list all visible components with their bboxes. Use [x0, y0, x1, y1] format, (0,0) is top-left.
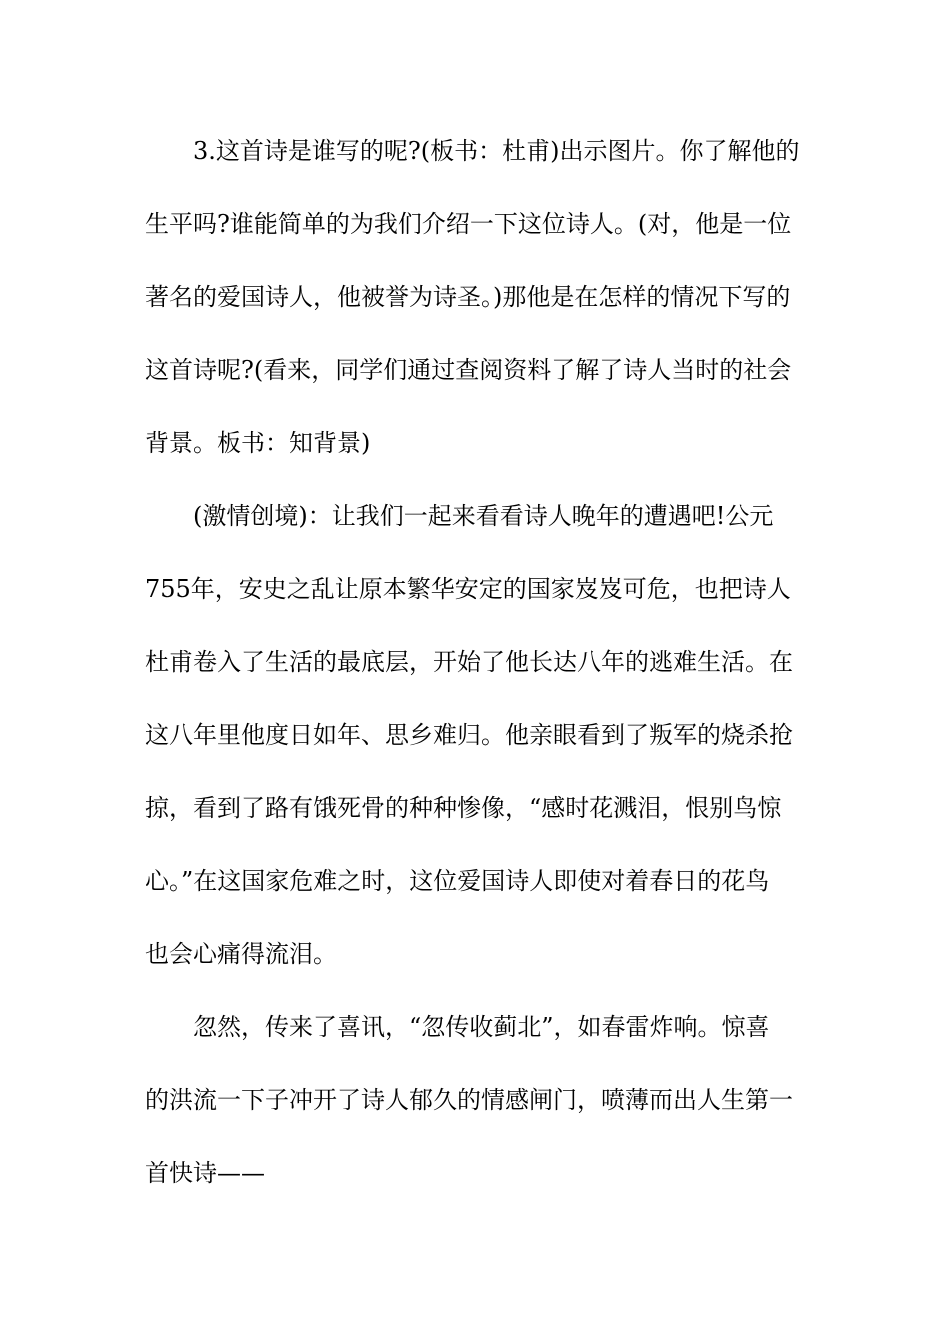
paragraph-line: 3.这首诗是谁写的呢?(板书：杜甫)出示图片。你了解他的 — [193, 137, 800, 165]
paragraph-line: 忽然，传来了喜讯，“忽传收蓟北”，如春雷炸响。惊喜 — [193, 1013, 770, 1041]
paragraph-line: 心。”在这国家危难之时，这位爱国诗人即使对着春日的花鸟 — [145, 867, 770, 895]
paragraph-line: 著名的爱国诗人，他被誉为诗圣。)那他是在怎样的情况下写的 — [145, 283, 791, 311]
paragraph-line: 杜甫卷入了生活的最底层，开始了他长达八年的逃难生活。在 — [145, 648, 793, 676]
paragraph-line: 这首诗呢?(看来，同学们通过查阅资料了解了诗人当时的社会 — [145, 356, 792, 384]
paragraph-line: 生平吗?谁能简单的为我们介绍一下这位诗人。(对，他是一位 — [145, 210, 792, 238]
paragraph-line: 755年，安史之乱让原本繁华安定的国家岌岌可危，也把诗人 — [145, 575, 791, 603]
paragraph-line: (激情创境)：让我们一起来看看诗人晚年的遭遇吧!公元 — [193, 502, 774, 530]
paragraph-line: 这八年里他度日如年、思乡难归。他亲眼看到了叛军的烧杀抢 — [145, 721, 793, 749]
paragraph-line: 背景。板书：知背景) — [145, 429, 371, 457]
paragraph-line: 的洪流一下子冲开了诗人郁久的情感闸门，喷薄而出人生第一 — [145, 1086, 793, 1114]
paragraph-line: 也会心痛得流泪。 — [145, 940, 337, 968]
paragraph-line: 首快诗—— — [145, 1159, 265, 1187]
paragraph-line: 掠，看到了路有饿死骨的种种惨像，“感时花溅泪，恨别鸟惊 — [145, 794, 782, 822]
document-body — [145, 115, 810, 1210]
